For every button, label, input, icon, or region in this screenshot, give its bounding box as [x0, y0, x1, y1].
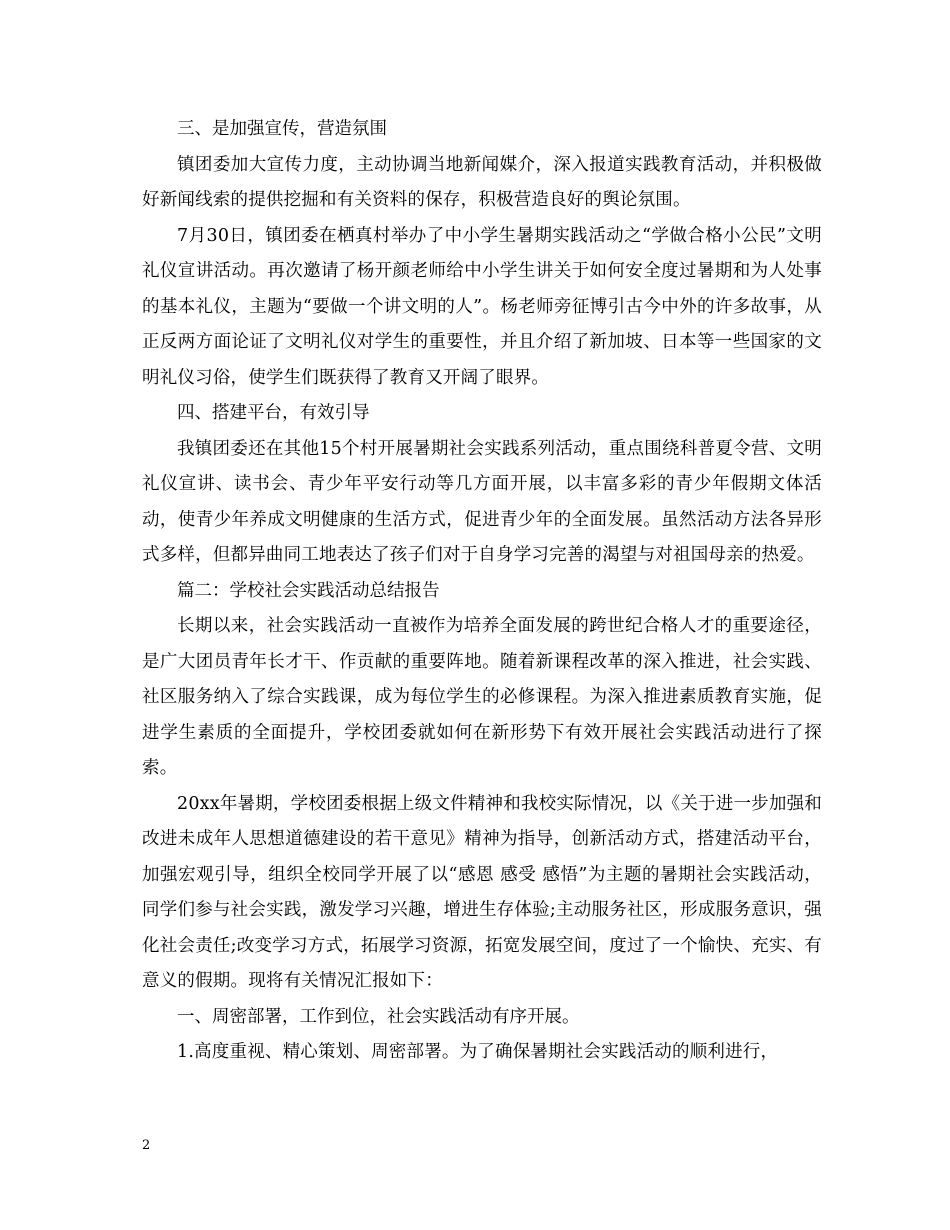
- section-heading-part-two: 篇二：学校社会实践活动总结报告: [177, 580, 440, 601]
- section-heading-platform: 四、搭建平台，有效引导: [177, 403, 370, 423]
- paragraph-summer-program: 20xx年暑期，学校团委根据上级文件精神和我校实际情况，以《关于进一步加强和改进未成年人思想道德建设的若干意见》精神为指导，创新活动方式，搭建活动平台，加强宏观引导，组织全校同学开展了以“感恩 感受 感悟”为主题的暑期社会实践活动，同学们参与社会实践，激发学习兴趣，增进生存体验;主动服务社区，形成服务意识，强化社会责任;改变学习方式，拓展学习资源，拓宽发展空间，度过了一个愉快、充实、有意义的假期。现将有关情况汇报如下：: [142, 793, 822, 991]
- paragraph-publicity: 镇团委加大宣传力度，主动协调当地新闻媒介，深入报道实践教育活动，并积极做好新闻线索的提供挖掘和有关资料的保存，积极营造良好的舆论氛围。: [142, 154, 822, 210]
- document-body: [142, 112, 822, 1071]
- section-heading-publicity: 三、是加强宣传，营造氛围: [177, 119, 387, 139]
- paragraph-etiquette-lecture: 7月30日，镇团委在栖真村举办了中小学生暑期实践活动之“学做合格小公民”文明礼仪宣讲活动。再次邀请了杨开颜老师给中小学生讲关于如何安全度过暑期和为人处事的基本礼仪，主题为“要做一个讲文明的人”。杨老师旁征博引古今中外的许多故事，从正反两方面论证了文明礼仪对学生的重要性，并且介绍了新加坡、日本等一些国家的文明礼仪习俗，使学生们既获得了教育又开阔了眼界。: [142, 225, 822, 388]
- paragraph-long-term-practice: 长期以来，社会实践活动一直被作为培养全面发展的跨世纪合格人才的重要途径，是广大团员青年长才干、作贡献的重要阵地。随着新课程改革的深入推进，社会实践、社区服务纳入了综合实践课，成为每位学生的必修课程。为深入推进素质教育实施，促进学生素质的全面提升，学校团委就如何在新形势下有效开展社会实践活动进行了探索。: [142, 616, 822, 778]
- section-heading-deployment: 一、周密部署，工作到位，社会实践活动有序开展。: [177, 1006, 580, 1027]
- page-number: 2: [142, 1138, 151, 1153]
- paragraph-planning: 1.高度重视、精心策划、周密部署。为了确保暑期社会实践活动的顺利进行，: [177, 1042, 779, 1062]
- paragraph-village-activities: 我镇团委还在其他15个村开展暑期社会实践系列活动，重点围绕科普夏令营、文明礼仪宣讲、读书会、青少年平安行动等几方面开展，以丰富多彩的青少年假期文体活动，使青少年养成文明健康的生活方式，促进青少年的全面发展。虽然活动方法各异形式多样，但都异曲同工地表达了孩子们对于自身学习完善的渴望与对祖国母亲的热爱。: [142, 438, 822, 565]
